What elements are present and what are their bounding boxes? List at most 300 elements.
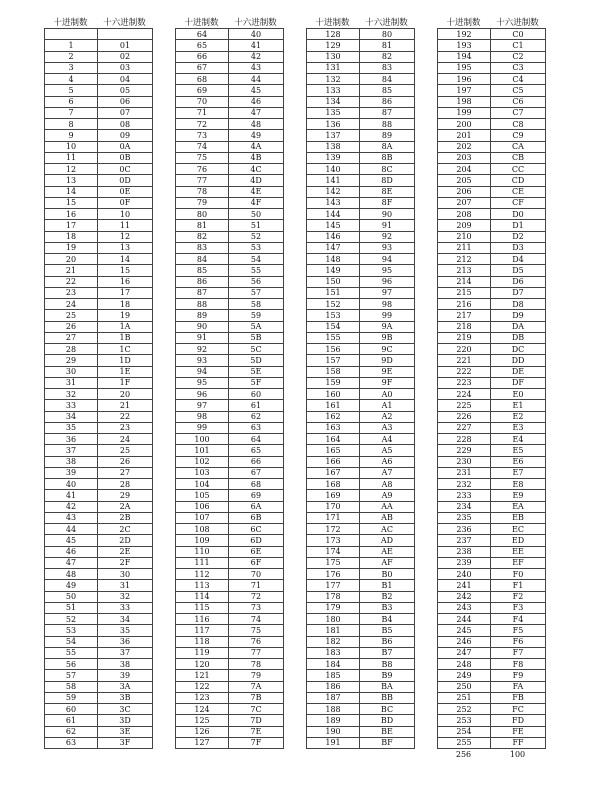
table-row [176, 704, 284, 715]
decimal-cell: 42 [45, 501, 98, 512]
hex-cell: 90 [360, 209, 415, 220]
table-row [438, 670, 546, 681]
table-row [438, 355, 546, 366]
hex-cell: 2C [98, 524, 153, 535]
table-row [438, 175, 546, 186]
hex-cell: 9C [360, 344, 415, 355]
table-row [45, 242, 153, 253]
decimal-cell: 119 [176, 647, 229, 658]
table-row [45, 535, 153, 546]
hex-cell: 6D [229, 535, 284, 546]
decimal-cell: 229 [438, 445, 491, 456]
decimal-cell: 231 [438, 467, 491, 478]
decimal-cell: 222 [438, 366, 491, 377]
hex-cell: 2B [98, 512, 153, 523]
decimal-cell: 204 [438, 164, 491, 175]
table-row [176, 299, 284, 310]
decimal-cell: 180 [307, 614, 360, 625]
decimal-cell: 172 [307, 524, 360, 535]
hex-cell: F0 [491, 569, 546, 580]
table-row [45, 670, 153, 681]
decimal-cell: 52 [45, 614, 98, 625]
hex-cell: 1B [98, 332, 153, 343]
table-row [176, 231, 284, 242]
hex-cell: FD [491, 715, 546, 726]
decimal-cell: 160 [307, 389, 360, 400]
hex-cell: 8C [360, 164, 415, 175]
table-row [307, 164, 415, 175]
hex-cell: 27 [98, 467, 153, 478]
hex-cell: 35 [98, 625, 153, 636]
decimal-cell: 86 [176, 276, 229, 287]
decimal-cell: 14 [45, 186, 98, 197]
hex-cell: E9 [491, 490, 546, 501]
hex-cell: 51 [229, 220, 284, 231]
table-row [176, 647, 284, 658]
hex-cell: 54 [229, 254, 284, 265]
hex-cell: 2E [98, 546, 153, 557]
hex-cell: 17 [98, 287, 153, 298]
hex-cell: 26 [98, 456, 153, 467]
table-row [176, 366, 284, 377]
hex-cell: 16 [98, 276, 153, 287]
decimal-cell: 240 [438, 569, 491, 580]
table-row [307, 659, 415, 670]
hex-cell: DC [491, 344, 546, 355]
table-row [45, 130, 153, 141]
decimal-cell: 27 [45, 332, 98, 343]
table-row [307, 422, 415, 433]
table-row [176, 659, 284, 670]
decimal-cell: 196 [438, 74, 491, 85]
table-row [438, 152, 546, 163]
table-row [307, 299, 415, 310]
decimal-cell: 203 [438, 152, 491, 163]
table-row [307, 220, 415, 231]
decimal-cell: 92 [176, 344, 229, 355]
table-row [45, 265, 153, 276]
decimal-cell: 242 [438, 591, 491, 602]
table-row [307, 231, 415, 242]
hex-cell: ED [491, 535, 546, 546]
decimal-cell: 217 [438, 310, 491, 321]
decimal-cell: 170 [307, 501, 360, 512]
table-row [45, 299, 153, 310]
decimal-cell: 207 [438, 197, 491, 208]
decimal-cell: 187 [307, 692, 360, 703]
hex-cell: 44 [229, 74, 284, 85]
decimal-cell: 67 [176, 62, 229, 73]
hex-cell: 7C [229, 704, 284, 715]
table-row [45, 726, 153, 737]
hex-cell: E2 [491, 411, 546, 422]
table-row [45, 141, 153, 152]
hex-cell: 8B [360, 152, 415, 163]
table-row [307, 62, 415, 73]
table-row [45, 209, 153, 220]
hex-cell: 12 [98, 231, 153, 242]
decimal-cell: 235 [438, 512, 491, 523]
hex-cell: 80 [360, 29, 415, 40]
hex-cell: 33 [98, 602, 153, 613]
hex-cell: 53 [229, 242, 284, 253]
hex-cell: 42 [229, 51, 284, 62]
table-row [176, 310, 284, 321]
decimal-cell: 30 [45, 366, 98, 377]
table-row [176, 535, 284, 546]
hex-cell: E8 [491, 479, 546, 490]
hex-cell: D1 [491, 220, 546, 231]
decimal-cell: 75 [176, 152, 229, 163]
hex-cell: 0B [98, 152, 153, 163]
decimal-cell: 168 [307, 479, 360, 490]
hex-cell: B4 [360, 614, 415, 625]
hex-cell: 93 [360, 242, 415, 253]
decimal-cell: 38 [45, 456, 98, 467]
table-row [176, 197, 284, 208]
decimal-cell: 255 [438, 737, 491, 748]
decimal-cell: 139 [307, 152, 360, 163]
table-row [307, 85, 415, 96]
hex-cell: A8 [360, 479, 415, 490]
hex-cell: 5F [229, 377, 284, 388]
hex-cell: 4A [229, 141, 284, 152]
table-row [45, 546, 153, 557]
table-header [437, 12, 546, 28]
decimal-cell: 129 [307, 40, 360, 51]
table-row [45, 51, 153, 62]
hex-cell: DA [491, 321, 546, 332]
decimal-cell: 91 [176, 332, 229, 343]
hex-cell: AA [360, 501, 415, 512]
decimal-cell: 24 [45, 299, 98, 310]
table-row [45, 344, 153, 355]
table-row [176, 377, 284, 388]
table-row [438, 321, 546, 332]
hex-cell: 49 [229, 130, 284, 141]
hex-cell: 59 [229, 310, 284, 321]
decimal-cell: 212 [438, 254, 491, 265]
decimal-cell: 197 [438, 85, 491, 96]
decimal-cell: 169 [307, 490, 360, 501]
decimal-cell: 65 [176, 40, 229, 51]
table-row [45, 85, 153, 96]
table-row [45, 591, 153, 602]
hex-cell: 32 [98, 591, 153, 602]
decimal-cell: 198 [438, 96, 491, 107]
decimal-cell: 34 [45, 411, 98, 422]
hex-cell: DD [491, 355, 546, 366]
decimal-cell: 143 [307, 197, 360, 208]
table-row [307, 265, 415, 276]
hex-cell: 22 [98, 411, 153, 422]
decimal-cell: 210 [438, 231, 491, 242]
hex-cell: 8A [360, 141, 415, 152]
decimal-cell: 53 [45, 625, 98, 636]
hex-cell: 3C [98, 704, 153, 715]
decimal-cell: 99 [176, 422, 229, 433]
table-row [307, 389, 415, 400]
hex-cell: 0E [98, 186, 153, 197]
decimal-cell: 137 [307, 130, 360, 141]
decimal-cell: 179 [307, 602, 360, 613]
decimal-cell: 253 [438, 715, 491, 726]
decimal-cell: 131 [307, 62, 360, 73]
hex-cell: 92 [360, 231, 415, 242]
hex-cell: 96 [360, 276, 415, 287]
decimal-cell: 76 [176, 164, 229, 175]
decimal-cell: 122 [176, 681, 229, 692]
table-row [438, 242, 546, 253]
decimal-cell: 246 [438, 636, 491, 647]
table-row [307, 40, 415, 51]
decimal-cell: 165 [307, 445, 360, 456]
hex-cell: 73 [229, 602, 284, 613]
decimal-cell: 46 [45, 546, 98, 557]
table-row [438, 411, 546, 422]
hex-cell: AF [360, 557, 415, 568]
hex-cell: B0 [360, 569, 415, 580]
hex-cell: 40 [229, 29, 284, 40]
decimal-cell: 155 [307, 332, 360, 343]
hex-cell: 0C [98, 164, 153, 175]
hex-cell: AC [360, 524, 415, 535]
table-row [438, 310, 546, 321]
hex-cell: FE [491, 726, 546, 737]
decimal-cell: 161 [307, 400, 360, 411]
decimal-cell: 71 [176, 107, 229, 118]
hex-cell: F8 [491, 659, 546, 670]
decimal-cell: 200 [438, 119, 491, 130]
table-row [45, 366, 153, 377]
table-row [438, 62, 546, 73]
decimal-cell: 219 [438, 332, 491, 343]
hex-cell: E4 [491, 434, 546, 445]
table-row [45, 96, 153, 107]
hex-cell: 86 [360, 96, 415, 107]
hex-cell: EF [491, 557, 546, 568]
hex-cell: C6 [491, 96, 546, 107]
table-header [175, 12, 284, 28]
decimal-cell: 121 [176, 670, 229, 681]
decimal-cell: 249 [438, 670, 491, 681]
hex-cell: D7 [491, 287, 546, 298]
decimal-cell: 158 [307, 366, 360, 377]
hex-cell: 09 [98, 130, 153, 141]
hex-cell: C1 [491, 40, 546, 51]
table-row [176, 74, 284, 85]
decimal-cell: 156 [307, 344, 360, 355]
decimal-cell: 254 [438, 726, 491, 737]
table-row [438, 434, 546, 445]
table-row [176, 456, 284, 467]
decimal-cell: 95 [176, 377, 229, 388]
hex-cell: 8E [360, 186, 415, 197]
hex-cell: 85 [360, 85, 415, 96]
decimal-cell: 167 [307, 467, 360, 478]
decimal-cell: 58 [45, 681, 98, 692]
hex-cell: 9E [360, 366, 415, 377]
hex-cell: C7 [491, 107, 546, 118]
hex-cell: C2 [491, 51, 546, 62]
hex-cell: 62 [229, 411, 284, 422]
table-header [44, 12, 153, 28]
decimal-cell: 141 [307, 175, 360, 186]
hex-cell: 98 [360, 299, 415, 310]
table-row [176, 726, 284, 737]
decimal-cell: 188 [307, 704, 360, 715]
table-row [45, 569, 153, 580]
decimal-cell: 101 [176, 445, 229, 456]
table-row [45, 681, 153, 692]
decimal-cell: 63 [45, 737, 98, 748]
table-row [307, 411, 415, 422]
table-row [438, 74, 546, 85]
hex-cell: 11 [98, 220, 153, 231]
decimal-cell: 244 [438, 614, 491, 625]
hex-cell: F6 [491, 636, 546, 647]
hex-cell: EC [491, 524, 546, 535]
table-row [176, 524, 284, 535]
table-row [45, 659, 153, 670]
table-row [307, 130, 415, 141]
hex-cell: 99 [360, 310, 415, 321]
table-row [176, 175, 284, 186]
decimal-cell: 126 [176, 726, 229, 737]
decimal-cell: 4 [45, 74, 98, 85]
hex-cell: A4 [360, 434, 415, 445]
conversion-table-2 [175, 28, 284, 749]
hex-cell: FC [491, 704, 546, 715]
decimal-cell: 232 [438, 479, 491, 490]
decimal-cell: 245 [438, 625, 491, 636]
hex-cell: 66 [229, 456, 284, 467]
hex-cell: B5 [360, 625, 415, 636]
conversion-block-2 [175, 12, 284, 749]
hex-cell: 05 [98, 85, 153, 96]
table-row [45, 512, 153, 523]
hex-cell: 68 [229, 479, 284, 490]
hex-cell: 38 [98, 659, 153, 670]
hex-header: 十六进制数 [496, 18, 539, 28]
table-row [438, 445, 546, 456]
table-row [438, 366, 546, 377]
decimal-cell: 70 [176, 96, 229, 107]
table-row [438, 524, 546, 535]
hex-cell: F1 [491, 580, 546, 591]
table-row [438, 557, 546, 568]
decimal-cell: 209 [438, 220, 491, 231]
table-row [176, 96, 284, 107]
hex-cell: 1A [98, 321, 153, 332]
decimal-cell: 153 [307, 310, 360, 321]
decimal-cell [45, 29, 98, 40]
table-row [438, 197, 546, 208]
decimal-cell: 157 [307, 355, 360, 366]
table-row [438, 96, 546, 107]
table-row [45, 287, 153, 298]
table-row [438, 614, 546, 625]
hex-cell: 57 [229, 287, 284, 298]
hex-cell: 9D [360, 355, 415, 366]
table-row [307, 355, 415, 366]
table-row [176, 580, 284, 591]
decimal-cell: 13 [45, 175, 98, 186]
table-row [307, 670, 415, 681]
decimal-cell: 177 [307, 580, 360, 591]
hex-cell: 9B [360, 332, 415, 343]
table-row [45, 501, 153, 512]
decimal-cell: 1 [45, 40, 98, 51]
decimal-cell: 183 [307, 647, 360, 658]
table-row [45, 220, 153, 231]
table-row [307, 569, 415, 580]
hex-cell: 95 [360, 265, 415, 276]
hex-cell: 4C [229, 164, 284, 175]
hex-cell: 4D [229, 175, 284, 186]
hex-cell: A7 [360, 467, 415, 478]
table-row [176, 119, 284, 130]
hex-cell: CC [491, 164, 546, 175]
hex-cell: C9 [491, 130, 546, 141]
table-row [438, 344, 546, 355]
decimal-cell: 32 [45, 389, 98, 400]
hex-cell: 18 [98, 299, 153, 310]
decimal-cell: 149 [307, 265, 360, 276]
hex-cell: C3 [491, 62, 546, 73]
decimal-cell: 152 [307, 299, 360, 310]
table-row [307, 119, 415, 130]
table-row [176, 164, 284, 175]
decimal-cell: 113 [176, 580, 229, 591]
conversion-block-1 [44, 12, 153, 749]
table-row [45, 737, 153, 748]
decimal-cell: 252 [438, 704, 491, 715]
decimal-cell: 45 [45, 535, 98, 546]
table-row [45, 29, 153, 40]
table-row [307, 479, 415, 490]
decimal-cell: 73 [176, 130, 229, 141]
hex-cell: B1 [360, 580, 415, 591]
hex-cell: FF [491, 737, 546, 748]
hex-cell: 9A [360, 321, 415, 332]
hex-cell: D9 [491, 310, 546, 321]
hex-cell: 02 [98, 51, 153, 62]
decimal-cell: 96 [176, 389, 229, 400]
hex-cell: C0 [491, 29, 546, 40]
hex-cell: B3 [360, 602, 415, 613]
decimal-cell: 102 [176, 456, 229, 467]
table-row [176, 209, 284, 220]
decimal-cell: 25 [45, 310, 98, 321]
hex-cell: 5B [229, 332, 284, 343]
hex-cell: AD [360, 535, 415, 546]
hex-cell: 20 [98, 389, 153, 400]
table-row [438, 119, 546, 130]
hex-cell: FB [491, 692, 546, 703]
hex-cell: B2 [360, 591, 415, 602]
table-row [307, 490, 415, 501]
table-row [45, 614, 153, 625]
decimal-cell: 79 [176, 197, 229, 208]
table-row [176, 51, 284, 62]
decimal-cell: 115 [176, 602, 229, 613]
table-row [438, 40, 546, 51]
table-row [176, 389, 284, 400]
decimal-cell: 19 [45, 242, 98, 253]
decimal-cell: 147 [307, 242, 360, 253]
table-row [45, 231, 153, 242]
